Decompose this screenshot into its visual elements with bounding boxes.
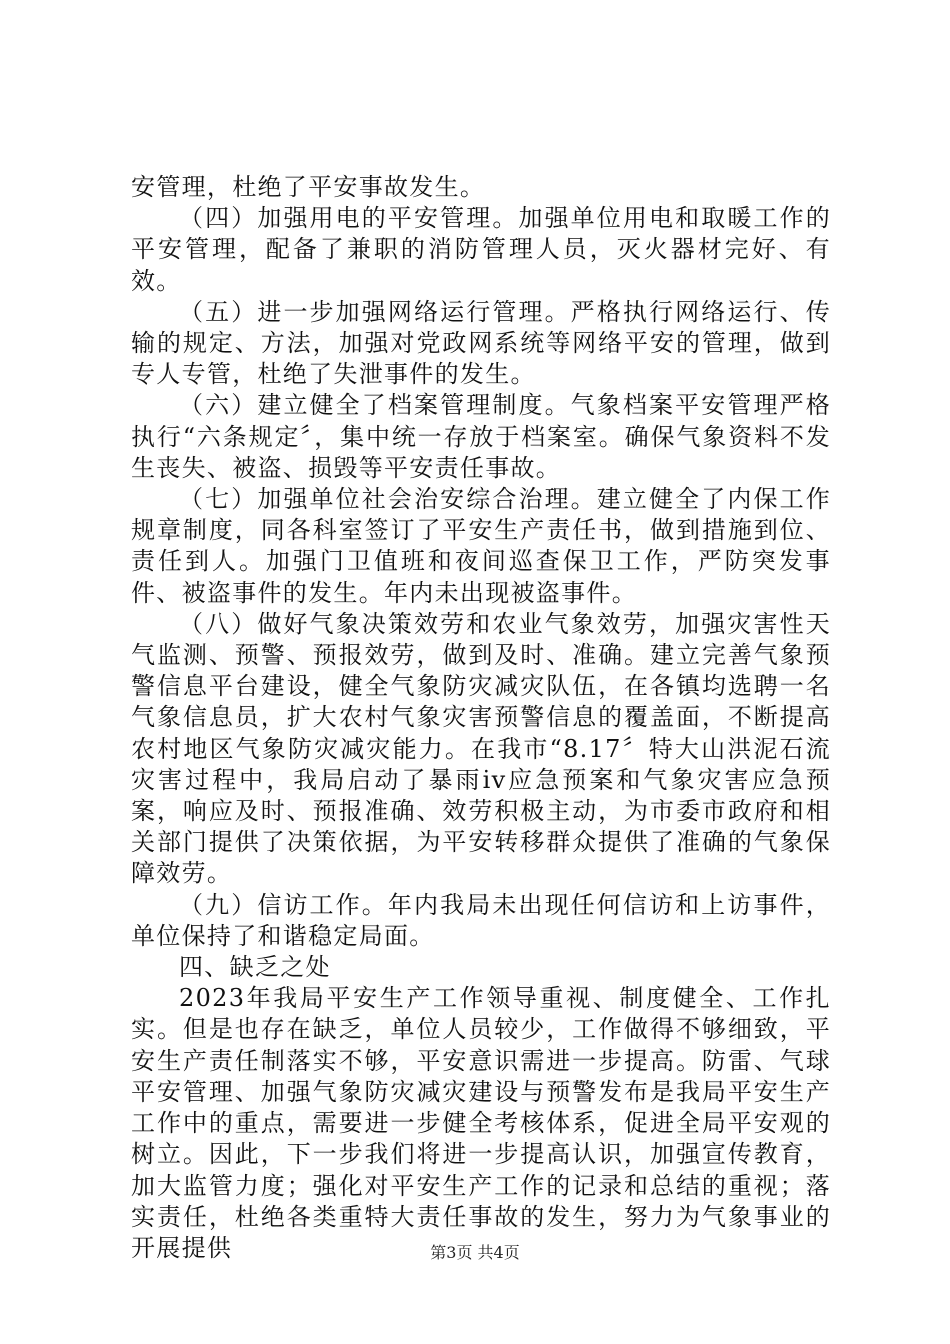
section-heading: 四、缺乏之处 (179, 953, 331, 982)
paragraph-electricity-safety: （四）加强用电的平安管理。加强单位用电和取暖工作的平安管理，配备了兼职的消防管理人员，灭火器材完好、有效。 (131, 204, 831, 295)
paragraph-shortcomings: 2023年我局平安生产工作领导重视、制度健全、工作扎实。但是也存在缺乏，单位人员较少，工作做得不够细致，平安生产责任制落实不够，平安意识需进一步提高。防雷、气球平安管理、加强气象防灾减灾建设与预警发布是我局平安生产工作中的重点，需要进一步健全考核体系，促进全局平安观的树立。因此，下一步我们将进一步提高认识，加强宣传教育，加大监管力度；强化对平安生产工作的记录和总结的重视；落实责任，杜绝各类重特大责任事故的发生，努力为气象事业的开展提供 (131, 984, 831, 1262)
paragraph-network-management: （五）进一步加强网络运行管理。严格执行网络运行、传输的规定、方法，加强对党政网系统等网络平安的管理，做到专人专管，杜绝了失泄事件的发生。 (131, 297, 831, 389)
paragraph-archive-management: （六）建立健全了档案管理制度。气象档案平安管理严格执行“六条规定〞，集中统一存放于档案室。确保气象资料不发生丧失、被盗、损毁等平安责任事故。 (131, 391, 831, 482)
paragraph-meteorological-service: （八）做好气象决策效劳和农业气象效劳，加强灾害性天气监测、预警、预报效劳，做到及时、准确。建立完善气象预警信息平台建设，健全气象防灾减灾队伍，在各镇均选聘一名气象信息员，扩大农村气象灾害预警信息的覆盖面，不断提高农村地区气象防灾减灾能力。在我市“8.17〞特大山洪泥石流灾害过程中，我局启动了暴雨iv应急预案和气象灾害应急预案，响应及时、预报准确、效劳积极主动，为市委市政府和相关部门提供了决策依据，为平安转移群众提供了准确的气象保障效劳。 (131, 609, 831, 888)
paragraph-public-security: （七）加强单位社会治安综合治理。建立健全了内保工作规章制度，同各科室签订了平安生产责任书，做到措施到位、责任到人。加强门卫值班和夜间巡查保卫工作，严防突发事件、被盗事件的发生。年内未出现被盗事件。 (131, 485, 831, 607)
paragraph-petition-work: （九）信访工作。年内我局未出现任何信访和上访事件，单位保持了和谐稳定局面。 (131, 890, 831, 950)
paragraph-continuation: 安管理，杜绝了平安事故发生。 (131, 173, 486, 201)
document-body (131, 172, 831, 1264)
page-number-footer: 第3页 共4页 (430, 1243, 520, 1262)
